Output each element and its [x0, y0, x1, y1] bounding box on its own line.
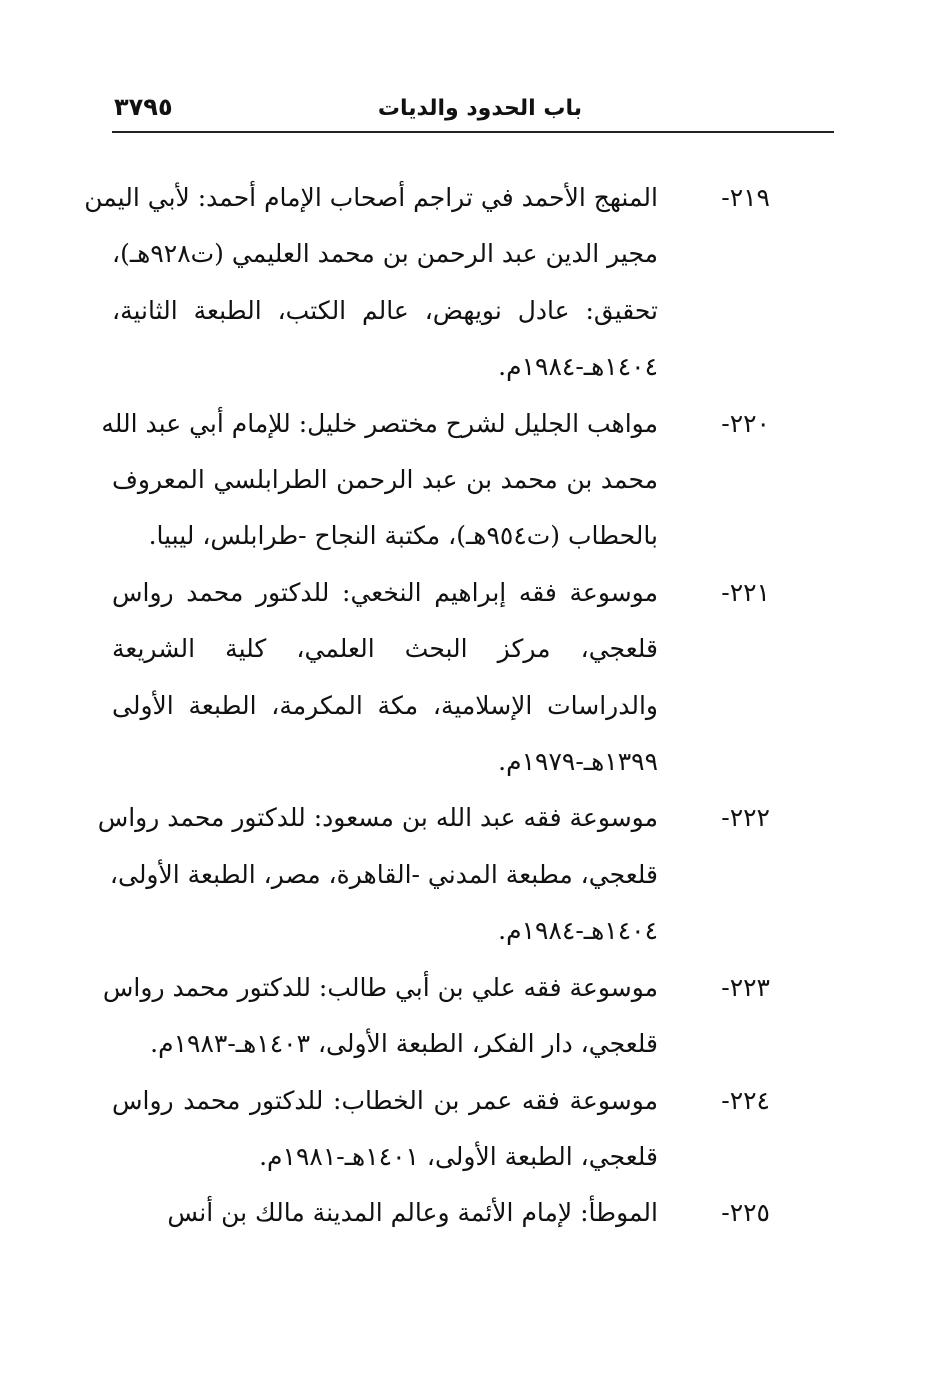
bibliography-entry — [112, 565, 770, 791]
entry-number: ٢١٩- — [721, 183, 770, 212]
entry-number: ٢٢٠- — [721, 408, 770, 438]
page-number: ٣٧٩٥ — [114, 93, 173, 121]
bibliography-entry — [97, 790, 770, 959]
entry-text-line: ١٣٩٩هـ-١٩٧٩م. — [498, 747, 658, 777]
entry-text-line: مواهب الجليل لشرح مختصر خليل: للإمام أبي عبد الله — [101, 408, 658, 438]
entry-number: ٢٢١- — [721, 577, 770, 607]
bibliography-entry — [102, 960, 770, 1073]
entry-text-line: ١٤٠٤هـ-١٩٨٤م. — [498, 352, 658, 382]
bibliography-entry — [101, 396, 770, 565]
entry-text-line: ١٤٠٤هـ-١٩٨٤م. — [498, 916, 658, 946]
bibliography-entry — [84, 170, 770, 396]
running-header-title: باب الحدود والديات — [377, 96, 582, 121]
bibliography-entry — [112, 1073, 770, 1186]
entry-text-line: موسوعة فقه عمر بن الخطاب: للدكتور محمد رواس — [112, 1085, 658, 1115]
entry-text-line: مجير الدين عبد الرحمن بن محمد العليمي (ت٩٢٨هـ)، — [112, 239, 658, 269]
page-header — [112, 92, 834, 132]
entry-text-line: والدراسات الإسلامية، مكة المكرمة، الطبعة الأولى — [112, 690, 658, 720]
header-divider — [112, 131, 834, 133]
bibliography-entry — [112, 1185, 770, 1241]
entry-text-line: قلعجي، دار الفكر، الطبعة الأولى، ١٤٠٣هـ-١٩٨٣م. — [150, 1029, 658, 1059]
bibliography-list — [84, 170, 770, 1242]
entry-text-line: موسوعة فقه عبد الله بن مسعود: للدكتور محمد رواس — [97, 803, 658, 833]
entry-text-line: قلعجي، الطبعة الأولى، ١٤٠١هـ-١٩٨١م. — [259, 1141, 658, 1171]
entry-text-line: محمد بن محمد بن عبد الرحمن الطرابلسي المعروف — [112, 465, 658, 495]
entry-number: ٢٢٢- — [721, 803, 770, 833]
entry-number: ٢٢٥- — [721, 1198, 770, 1228]
entry-text-line: تحقيق: عادل نويهض، عالم الكتب، الطبعة الثانية، — [112, 295, 658, 325]
entry-text-line: الموطأ: لإمام الأئمة وعالم المدينة مالك بن أنس — [167, 1198, 658, 1228]
entry-text-line: قلعجي، مركز البحث العلمي، كلية الشريعة — [112, 634, 658, 664]
entry-number: ٢٢٣- — [721, 972, 770, 1002]
entry-text-line: بالحطاب (ت٩٥٤هـ)، مكتبة النجاح -طرابلس، ليبيا. — [148, 521, 658, 551]
entry-text-line: موسوعة فقه إبراهيم النخعي: للدكتور محمد رواس — [112, 577, 658, 607]
entry-text-line: قلعجي، مطبعة المدني -القاهرة، مصر، الطبعة الأولى، — [109, 859, 658, 889]
entry-number: ٢٢٤- — [721, 1085, 770, 1115]
entry-text-line: المنهج الأحمد في تراجم أصحاب الإمام أحمد: لأبي اليمن — [84, 183, 658, 212]
entry-text-line: موسوعة فقه علي بن أبي طالب: للدكتور محمد رواس — [102, 972, 658, 1002]
